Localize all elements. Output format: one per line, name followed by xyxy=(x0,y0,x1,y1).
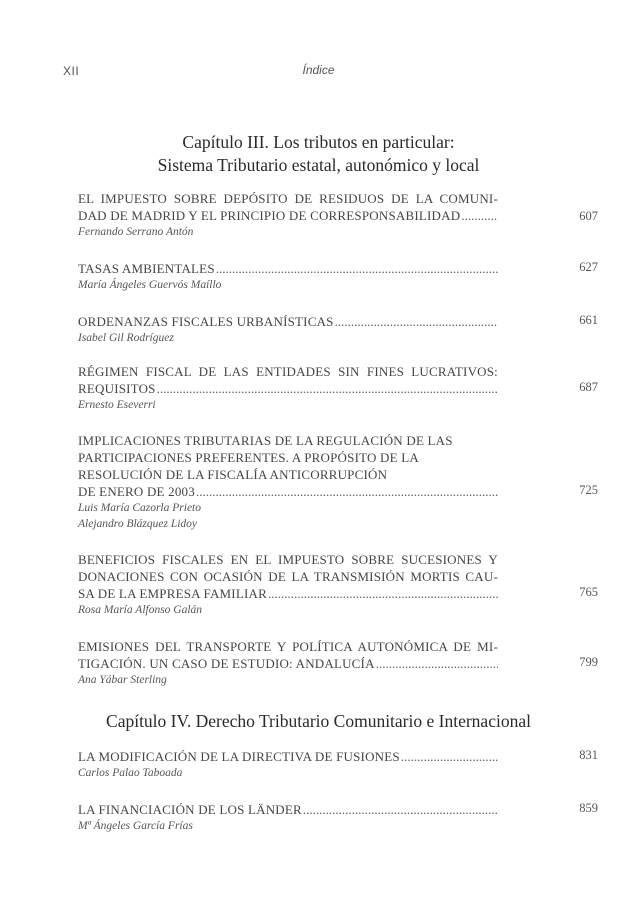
entry-page-number: 607 xyxy=(579,209,598,223)
toc-entry[interactable] xyxy=(78,551,598,618)
entry-page-number: 687 xyxy=(579,380,598,394)
entry-title xyxy=(78,363,498,397)
entry-title-leader: DE ENERO DE 2003 ..... xyxy=(78,483,498,500)
chapter-heading xyxy=(0,710,637,733)
toc-entry[interactable] xyxy=(78,260,598,293)
entry-title-leader: DAD DE MADRID Y EL PRINCIPIO DE CORRESPONSABILIDAD ..... xyxy=(78,207,498,224)
entry-title xyxy=(78,313,498,330)
entry-page-number: 725 xyxy=(579,483,598,497)
entry-author: Luis María Cazorla Prieto xyxy=(78,502,202,514)
entry-title xyxy=(78,190,498,224)
chapter-heading xyxy=(0,131,637,177)
entry-title-line: BENEFICIOS FISCALES EN EL IMPUESTO SOBRE SUCESIONES Y xyxy=(78,552,498,567)
entry-title-line: EL IMPUESTO SOBRE DEPÓSITO DE RESIDUOS DE LA COMUNI- xyxy=(78,191,498,206)
entry-title xyxy=(78,260,498,277)
entry-title xyxy=(78,801,498,818)
entry-title xyxy=(78,551,498,602)
entry-title-leader: SA DE LA EMPRESA FAMILIAR ..... xyxy=(78,585,498,602)
entry-author: Fernando Serrano Antón xyxy=(78,226,194,238)
chapter-subtitle-line: Sistema Tributario estatal, autonómico y local xyxy=(157,155,480,175)
entry-author: Carlos Palao Taboada xyxy=(78,767,183,779)
entry-page-number: 799 xyxy=(579,655,598,669)
entry-title xyxy=(78,638,498,672)
entry-author: Isabel Gil Rodríguez xyxy=(78,332,174,344)
entry-title-line: RÉGIMEN FISCAL DE LAS ENTIDADES SIN FINES LUCRATIVOS: xyxy=(78,364,498,379)
entry-page-number: 765 xyxy=(579,585,598,599)
entry-title-line: IMPLICACIONES TRIBUTARIAS DE LA REGULACIÓN DE LAS xyxy=(78,433,453,448)
toc-entry[interactable] xyxy=(78,748,598,781)
entry-title-leader: ORDENANZAS FISCALES URBANÍSTICAS ..... xyxy=(78,313,498,330)
entry-title-line: PARTICIPACIONES PREFERENTES. A PROPÓSITO DE LA xyxy=(78,450,419,465)
entry-author: María Ángeles Guervós Maíllo xyxy=(78,279,222,291)
entry-title-leader: LA MODIFICACIÓN DE LA DIRECTIVA DE FUSIONES ..... xyxy=(78,748,498,765)
running-head: Índice xyxy=(302,63,335,77)
chapter-title-line: Capítulo III. Los tributos en particular: xyxy=(182,132,455,152)
entry-title-line: DONACIONES CON OCASIÓN DE LA TRANSMISIÓN MORTIS CAU- xyxy=(78,569,498,584)
page-number: XII xyxy=(63,64,80,78)
entry-title-line: RESOLUCIÓN DE LA FISCALÍA ANTICORRUPCIÓN xyxy=(78,467,388,482)
entry-author: Rosa María Alfonso Galán xyxy=(78,604,203,616)
entry-title-leader: TASAS AMBIENTALES ..... xyxy=(78,260,498,277)
entry-author: Mª Ángeles García Frías xyxy=(78,820,193,832)
entry-author: Ana Yábar Sterling xyxy=(78,674,167,686)
chapter-title-line: Capítulo IV. Derecho Tributario Comunitario e Internacional xyxy=(106,711,531,731)
entry-page-number: 859 xyxy=(579,801,598,815)
entry-title xyxy=(78,432,498,500)
entry-page-number: 627 xyxy=(579,260,598,274)
entry-title-leader: LA FINANCIACIÓN DE LOS LÄNDER ..... xyxy=(78,801,498,818)
toc-entry[interactable] xyxy=(78,638,598,688)
toc-entry[interactable] xyxy=(78,363,598,413)
entry-author: Ernesto Eseverri xyxy=(78,399,156,411)
entry-title-line: EMISIONES DEL TRANSPORTE Y POLÍTICA AUTONÓMICA DE MI- xyxy=(78,639,498,654)
entry-title-leader: REQUISITOS ..... xyxy=(78,380,498,397)
toc-entry[interactable] xyxy=(78,313,598,346)
entry-title xyxy=(78,748,498,765)
entry-title-leader: TIGACIÓN. UN CASO DE ESTUDIO: ANDALUCÍA ..... xyxy=(78,655,498,672)
entry-author: Alejandro Blázquez Lidoy xyxy=(78,518,198,530)
entry-page-number: 661 xyxy=(579,313,598,327)
toc-entry[interactable] xyxy=(78,801,598,834)
entry-page-number: 831 xyxy=(579,748,598,762)
toc-entry[interactable] xyxy=(78,432,598,532)
toc-entry[interactable] xyxy=(78,190,598,240)
